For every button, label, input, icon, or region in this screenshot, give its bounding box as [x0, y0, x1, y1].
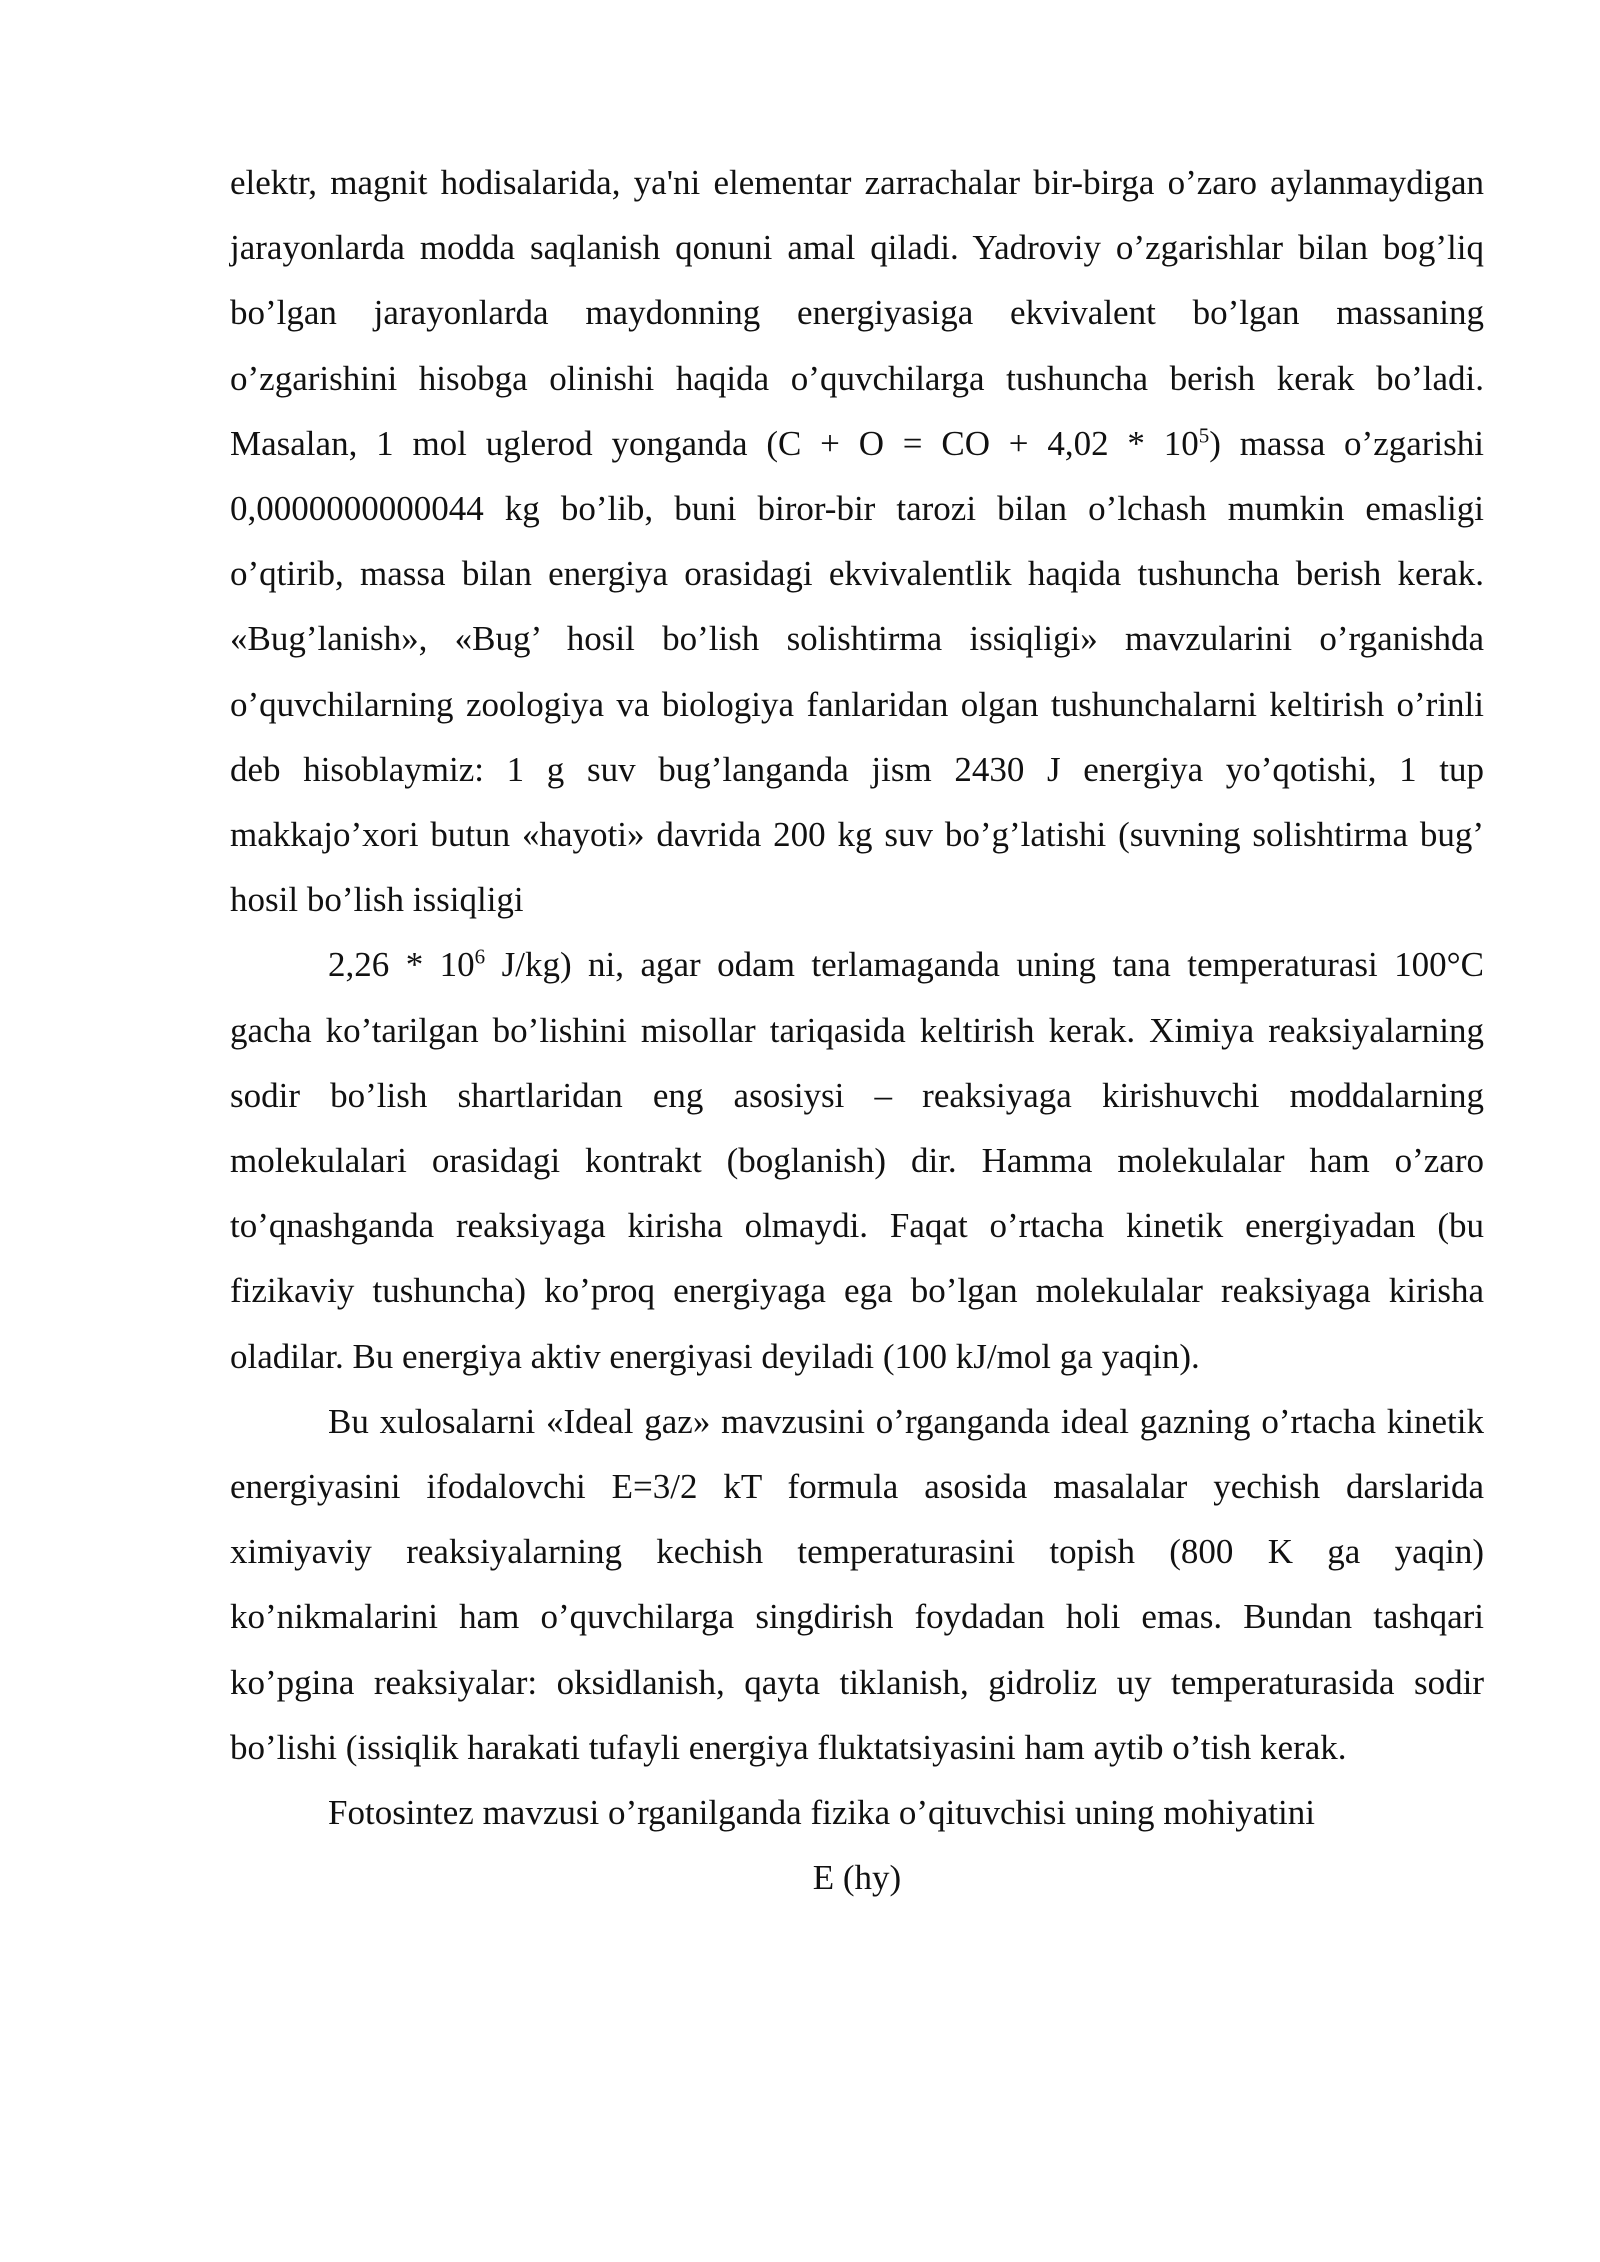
- paragraph-4: [230, 1780, 1484, 1845]
- paragraph-1-text-cont: ) massa o’zgarishi 0,0000000000044 kg bo’lib, buni biror-bir tarozi bilan o’lchash mumkin emasligi o’qtirib, massa bilan energiya orasidagi ekvivalentlik haqida tushuncha berish kerak. «Bug’lanish», «Bug’ hosil bo’lish solishtirma issiqligi» mavzularini o’rganishda o’quvchilarning zoologiya va biologiya fanlaridan olgan tushunchalarni keltirish o’rinli deb hisoblaymiz: 1 g suv bug’langanda jism 2430 J energiya yo’qotishi, 1 tup makkajo’xori butun «hayoti» davrida 200 kg suv bo’g’latishi (suvning solishtirma bug’ hosil bo’lish issiqligi: [230, 423, 1484, 920]
- paragraph-1-text: elektr, magnit hodisalarida, ya'ni elementar zarrachalar bir-birga o’zaro aylanmaydigan jarayonlarda modda saqlanish qonuni amal qiladi. Yadroviy o’zgarishlar bilan bog’liq bo’lgan jarayonlarda maydonning energiyasiga ekvivalent bo’lgan massaning o’zgarishini hisobga olinishi haqida o’quvchilarga tushuncha berish kerak bo’ladi. Masalan, 1 mol uglerod yonganda (C + O = CO + 4,02 * 10: [230, 163, 1484, 463]
- paragraph-3: [230, 1389, 1484, 1780]
- paragraph-2-text: 2,26 * 10: [328, 945, 475, 985]
- superscript-exponent-6: 6: [474, 944, 486, 969]
- formula-line: E (hy): [812, 1858, 902, 1898]
- paragraph-4-text: Fotosintez mavzusi o’rganilganda fizika o’qituvchisi uning mohiyatini: [328, 1793, 1315, 1833]
- body-text: [230, 150, 1484, 1910]
- paragraph-2: [230, 932, 1484, 1388]
- superscript-exponent-5: 5: [1198, 423, 1210, 448]
- paragraph-2-text-cont: J/kg) ni, agar odam terlamaganda uning tana temperaturasi 100°C gacha ko’tarilgan bo’lishini misollar tariqasida keltirish kerak. Ximiya reaksiyalarning sodir bo’lish shartlaridan eng asosiysi – reaksiyaga kirishuvchi moddalarning molekulalari orasidagi kontrakt (boglanish) dir. Hamma molekulalar ham o’zaro to’qnashganda reaksiyaga kirisha olmaydi. Faqat o’rtacha kinetik energiyadan (bu fizikaviy tushuncha) ko’proq energiyaga ega bo’lgan molekulalar reaksiyaga kirisha oladilar. Bu energiya aktiv energiyasi deyiladi (100 kJ/mol ga yaqin).: [230, 945, 1484, 1376]
- paragraph-3-text: Bu xulosalarni «Ideal gaz» mavzusini o’rganganda ideal gazning o’rtacha kinetik energiyasini ifodalovchi E=3/2 kT formula asosida masalalar yechish darslarida ximiyaviy reaksiyalarning kechish temperaturasini topish (800 K ga yaqin) ko’nikmalarini ham o’quvchilarga singdirish foydadan holi emas. Bundan tashqari ko’pgina reaksiyalar: oksidlanish, qayta tiklanish, gidroliz uy temperaturasida sodir bo’lishi (issiqlik harakati tufayli energiya fluktatsiyasini ham aytib o’tish kerak.: [230, 1401, 1484, 1767]
- paragraph-1: [230, 150, 1484, 932]
